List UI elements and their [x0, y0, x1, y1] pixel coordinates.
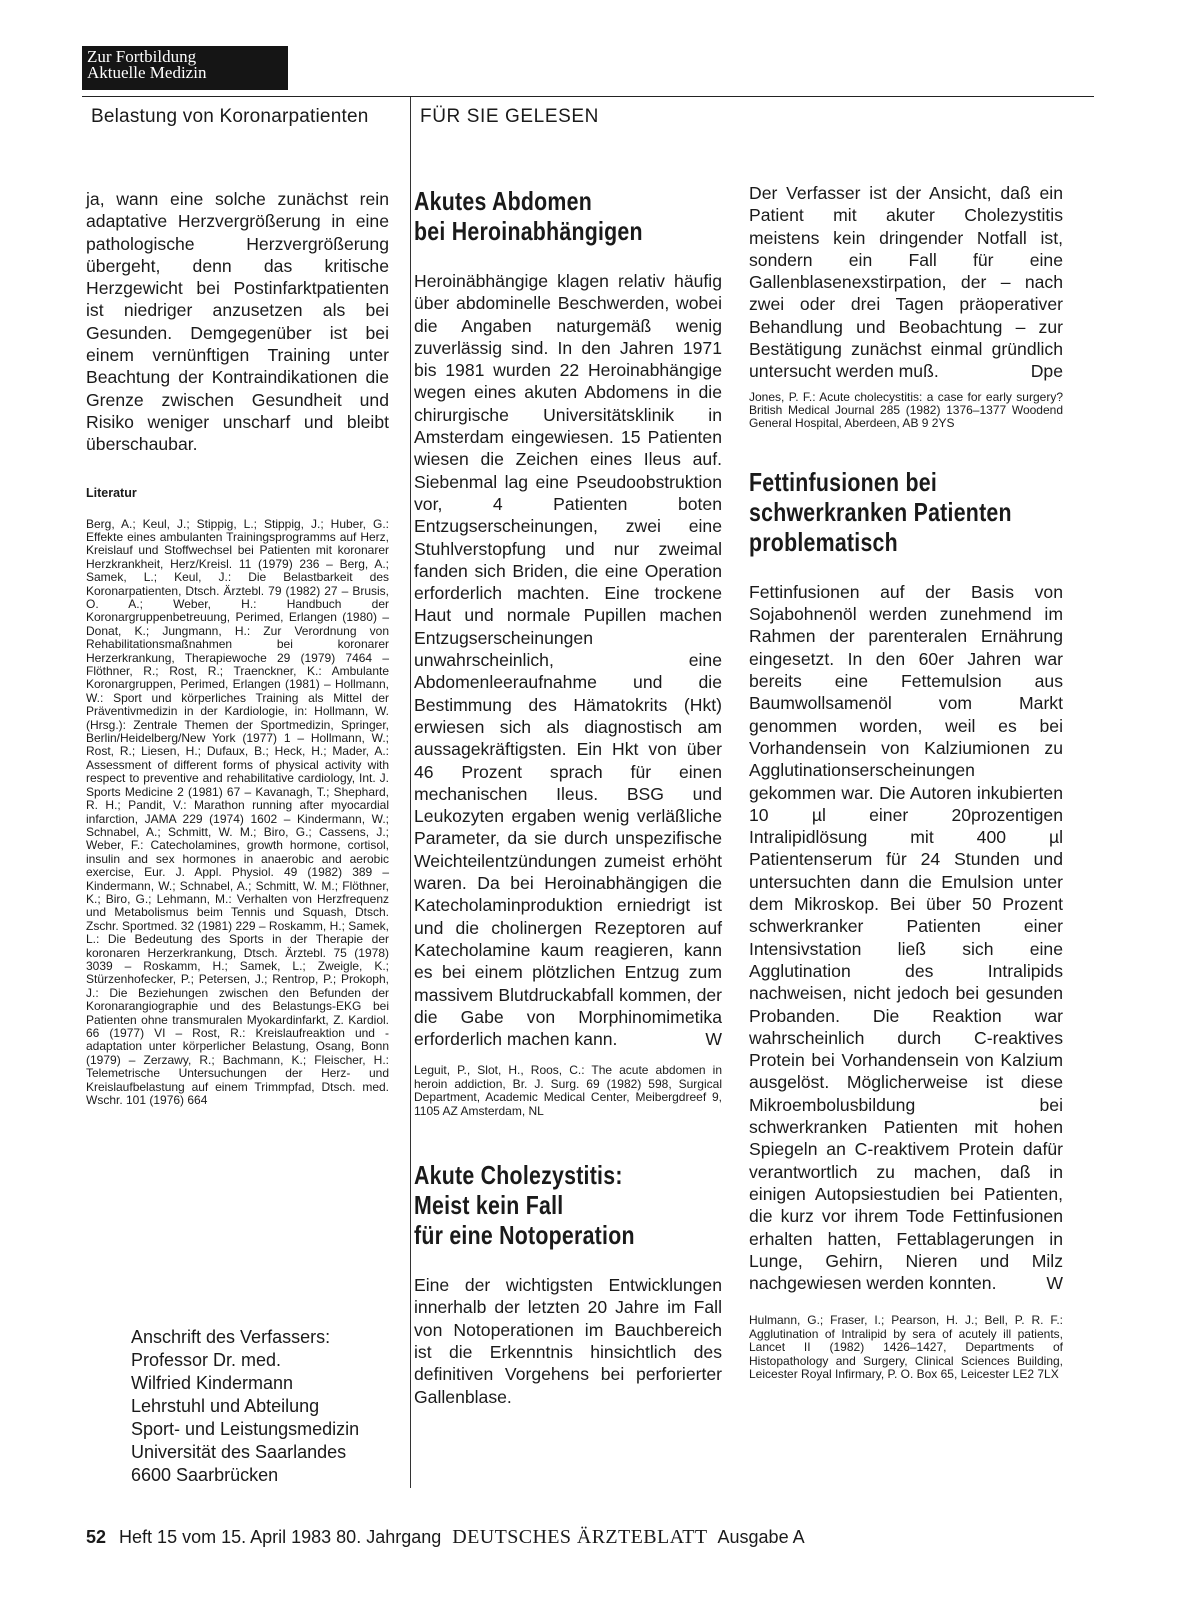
article-body-abdomen: Heroinäbhängige klagen relativ häufig über abdominelle Beschwerden, wobei die Angaben naturgemäß wenig zuverlässig sind. In den Jahren 1971 bis 1981 wurden 22 Heroinabhängige wegen eines akuten Abdomens in die chirurgische Universitätsklinik in Amsterdam eingewiesen. 15 Patienten wiesen die Zeichen eines Ileus auf. Siebenmal lag eine Pseudoobstruktion vor, 4 Patienten boten Entzugserscheinungen, zwei eine Stuhlverstopfung und nur zweimal fanden sich Briden, die eine Operation erforderlich machten. Eine trockene Haut und normale Pupillen machen Entzugserscheinungen unwahrscheinlich, eine Abdomenleeraufnahme und die Bestimmung des Hämatokrits (Hkt) erwiesen sich als diagnostisch am aussagekräftigsten. Ein Hkt von über 46 Prozent sprach für einen mechanischen Ileus. BSG und Leukozyten ergaben wenig verläßliche Parameter, da sie durch unspezifische Weichteilentzündungen zumeist erhöht waren. Da bei Heroinabhängigen die Katecholaminproduktion erniedrigt ist und die cholinergen Rezeptoren auf Katecholamine kaum reagieren, kann es bei einem plötzlichen Entzug zum massivem Blutdruckabfall kommen, der die Gabe von Morphinomimetika erforderlich machen kann. — [414, 271, 722, 1050]
page-number: 52 — [86, 1527, 107, 1547]
column-right — [749, 182, 1063, 1381]
address-line: 6600 Saarbrücken — [131, 1465, 279, 1485]
title-line: für eine Notoperation — [414, 1220, 635, 1251]
article-byline: Dpe — [1030, 361, 1063, 382]
top-rule — [82, 96, 1094, 97]
section-badge-line2: Aktuelle Medizin — [87, 63, 207, 82]
issue-info: Heft 15 vom 15. April 1983 80. Jahrgang — [119, 1527, 442, 1547]
literature-list: Berg, A.; Keul, J.; Stippig, L.; Stippig, J.; Huber, G.: Effekte eines ambulanten Trainingsprogramms auf Herz, Kreislauf und Stoffwechsel bei Patienten mit koronarer Herzkrankheit, Herz/Kreisl. 11 (1979) 236 – Berg, A.; Samek, L.; Keul, J.: Die Belastbarkeit des Koronarpatienten, Dtsch. Ärztebl. 79 (1982) 27 – Brusis, O. A.; Weber, H.: Handbuch der Koronargruppenbetreuung, Perimed, Erlangen (1980) – Donat, K.; Jungmann, H.: Zur Verordnung von Rehabilitationsmaßnahmen bei koronarer Herzerkrankung, Therapiewoche 29 (1979) 7464 – Flöthner, R.; Rost, R.; Traenckner, K.: Ambulante Koronargruppen, Perimed, Erlangen (1981) – Hollmann, W.: Sport und körperliches Training als Mittel der Präventivmedizin in der Kardiologie, in: Hollmann, W. (Hrsg.): Zentrale Themen der Sportmedizin, Springer, Berlin/Heidelberg/New York (1977) 1 – Hollmann, W.; Rost, R.; Liesen, H.; Dufaux, B.; Heck, H.; Mader, A.: Assessment of different forms of physical activity with respect to preventive and rehabilitative cardiology, Int. J. Sports Medicine 2 (1981) 67 – Kavanagh, T.; Shephard, R. H.; Pandit, V.: Marathon running after myocardial infarction, JAMA 229 (1974) 1602 – Kindermann, W.; Schnabel, A.; Schmitt, W. M.; Biro, G.; Cassens, J.; Weber, F.: Catecholamines, growth hormone, cortisol, insulin and sex hormones in anaerobic and aerobic exercise, Eur. J. Appl. Physiol. 49 (1982) 389 – Kindermann, W.; Schnabel, A.; Schmitt, W. M.; Flöthner, K.; Biro, G.; Lehmann, M.: Verhalten von Herzfrequenz und Metabolismus beim Tennis und Squash, Dtsch. Zschr. Sportmed. 32 (1981) 229 – Roskamm, H.; Samek, L.: Die Bedeutung des Sports in der Therapie der koronaren Herzerkrankung, Dtsch. Ärztebl. 75 (1978) 3039 – Roskamm, H.; Samek, L.; Zweigle, K.; Stürzenhofecker, P.; Petersen, J.; Rentrop, P.; Prokoph, J.: Die Beziehungen zwischen den Befunden der Koronarangiographie und des Belastungs-EKG bei Patienten ohne transmuralen Myokardinfarkt, Z. Kardiol. 66 (1977) VI – Rost, R.: Kreislaufreaktion und -adaptation unter körperlicher Belastung, Osang, Bonn (1979) – Zerzawy, R.; Bachmann, K.; Fleischer, H.: Telemetrische Untersuchungen der Herz- und Kreislaufbelastung auf einem Trimmpfad, Dtsch. med. Wschr. 101 (1976) 664 — [86, 516, 389, 1108]
article-title-fettinfusionen — [749, 467, 1063, 557]
column-middle — [414, 186, 722, 1408]
article-body-fettinfusionen: Fettinfusionen auf der Basis von Sojabohnenöl werden zunehmend im Rahmen der parenteralen Ernährung eingesetzt. In den 60er Jahren war bereits eine Fettemulsion aus Baumwollsamenöl vom Markt genommen worden, weil es bei Vorhandensein von Kalziumionen zu Agglutinationserscheinungen gekommen war. Die Autoren inkubierten 10 µl einer 20prozentigen Intralipidlösung mit 400 µl Patientenserum für 24 Stunden und untersuchten dann die Emulsion unter dem Mikroskop. Bei über 50 Prozent schwerkranker Patienten einer Intensivstation ließ sich eine Agglutination des Intralipids nachweisen, nicht jedoch bei gesunden Probanden. Die Reaktion war wahrscheinlich durch C-reaktives Protein bei Vorhandensein von Kalzium ausgelöst. Möglicherweise ist diese Mikroembolusbildung bei schwerkranken Patienten mit hohen Spiegeln an C-reaktivem Protein dafür verantwortlich zu machen, daß in einigen Autopsiestudien bei Patienten, die kurz vor ihrem Tode Fettinfusionen erhalten hatten, Fettablagerungen in Lunge, Gehirn, Nieren und Milz nachgewiesen werden konnten. — [749, 581, 1063, 1294]
address-line: Anschrift des Verfassers: — [131, 1327, 331, 1347]
edition: Ausgabe A — [717, 1527, 805, 1547]
article-body-cholezystitis: Eine der wichtigsten Entwicklungen innerhalb der letzten 20 Jahre im Fall von Notoperationen im Bauchbereich ist die Erkenntnis hinsichtlich des definitiven Vorgehens bei perforierter Gallenblase. — [414, 1275, 722, 1407]
article-title-abdomen — [414, 186, 722, 246]
article-reference-fettinfusionen: Hulmann, G.; Fraser, I.; Pearson, H. J.; Bell, P. R. F.: Agglutination of Intralipid by sera of acutely ill patients, Lancet II (1982) 1426–1427, Departments of Histopathology and Surgery, Clinical Sciences Building, Leicester Royal Infirmary, P. O. Box 65, Leicester LE2 7LX — [749, 1313, 1063, 1382]
article-reference-abdomen: Leguit, P., Slot, H., Roos, C.: The acute abdomen in heroin addiction, Br. J. Surg. 69 (1982) 598, Surgical Department, Academic Medical Center, Meibergdreef 9, 1105 AZ Amsterdam, NL — [414, 1063, 722, 1118]
title-line: bei Heroinabhängigen — [414, 216, 643, 246]
article-body-cholezystitis-cont: Der Verfasser ist der Ansicht, daß ein Patient mit akuter Cholezystitis meistens kein dringender Notfall ist, sondern ein Fall für eine Gallenblasenexstirpation, der – nach zwei oder drei Tagen präoperativer Behandlung und Beobachtung – zur Bestätigung zunächst einmal gründlich untersucht werden muß. — [749, 183, 1063, 382]
section-badge-line1: Zur Fortbildung — [87, 47, 197, 66]
title-line: Akutes Abdomen — [414, 186, 592, 216]
title-line: Fettinfusionen bei — [749, 466, 938, 497]
address-line: Universität des Saarlandes — [131, 1442, 347, 1462]
title-line: Akute Cholezystitis: — [414, 1160, 623, 1191]
column-divider — [410, 97, 411, 1488]
running-header-right: FÜR SIE GELESEN — [420, 106, 599, 127]
article-byline: W — [705, 1029, 722, 1050]
article-title-cholezystitis — [414, 1160, 722, 1250]
article-reference-cholezystitis: Jones, P. F.: Acute cholecystitis: a case for early surgery? British Medical Journal 285 (1982) 1376–1377 Woodend General Hospital, Aberdeen, AB 9 2YS — [749, 389, 1063, 431]
address-line: Lehrstuhl und Abteilung — [131, 1396, 320, 1416]
literature-heading: Literatur — [86, 485, 137, 500]
title-line: schwerkranken Patienten — [749, 496, 1012, 527]
section-badge — [82, 46, 288, 90]
journal-name: DEUTSCHES ÄRZTEBLATT — [452, 1526, 708, 1548]
running-header-left: Belastung von Koronarpatienten — [91, 106, 369, 127]
article-byline: W — [1046, 1273, 1063, 1294]
article-continuation-text: ja, wann eine solche zunächst rein adaptative Herzvergrößerung in eine pathologische Herzvergrößerung übergeht, denn das kritische Herzgewicht bei Postinfarktpatienten ist niedriger anzusetzen als bei Gesunden. Demgegenüber ist bei einem vernünftigen Training unter Beachtung der Kontraindikationen die Grenze zwischen Gesundheit und Risiko weniger unscharf und bleibt überschaubar. — [86, 189, 389, 455]
address-line: Sport- und Leistungsmedizin — [131, 1419, 360, 1439]
page-footer — [86, 1526, 805, 1549]
address-line: Wilfried Kindermann — [131, 1373, 294, 1393]
address-line: Professor Dr. med. — [131, 1350, 282, 1370]
column-left — [86, 188, 389, 1107]
title-line: problematisch — [749, 526, 898, 557]
author-address — [131, 1326, 359, 1487]
title-line: Meist kein Fall — [414, 1190, 564, 1221]
